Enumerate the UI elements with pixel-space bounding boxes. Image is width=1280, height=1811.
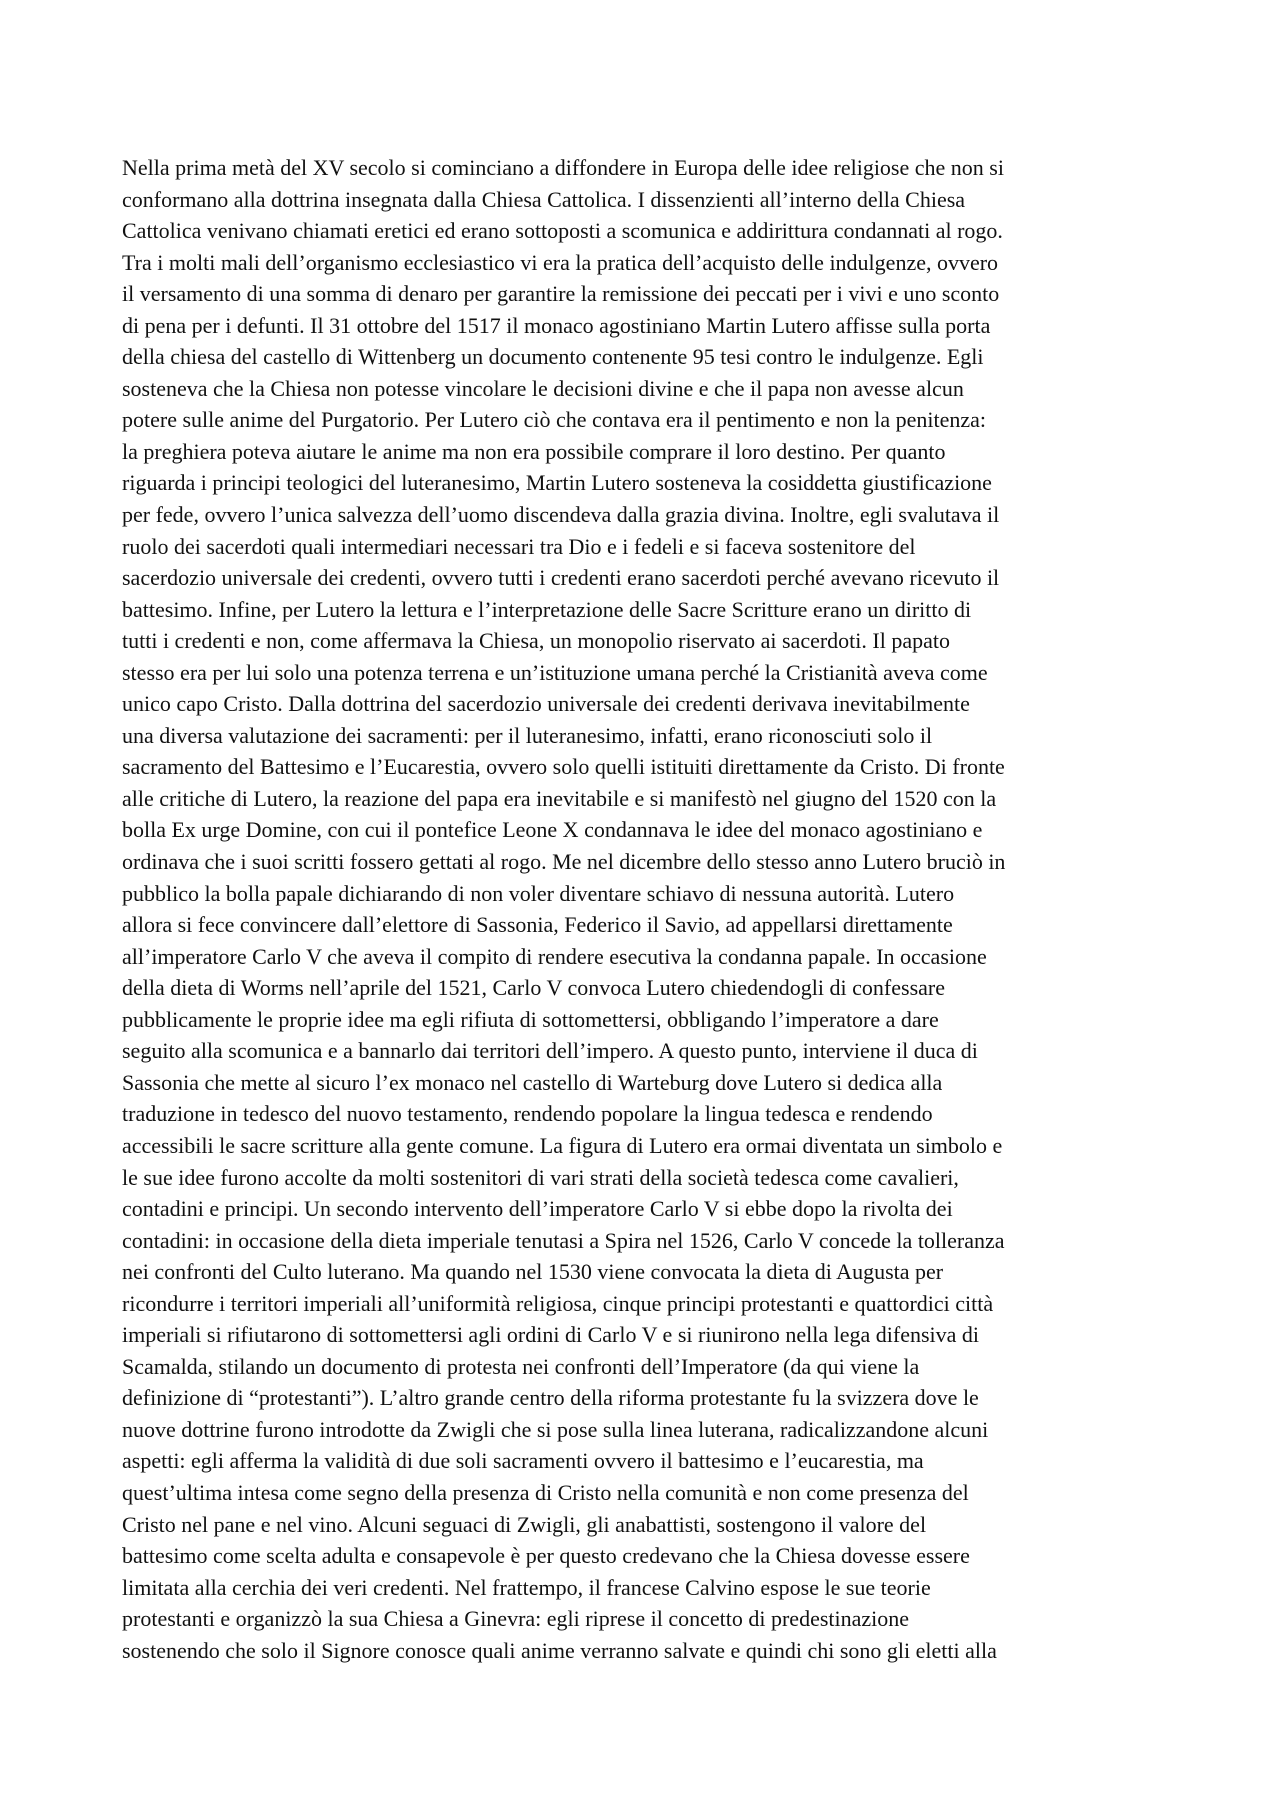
text-line: protestanti e organizzò la sua Chiesa a Ginevra: egli riprese il concetto di predestinazione bbox=[122, 1606, 910, 1632]
text-line: riguarda i principi teologici del luteranesimo, Martin Lutero sosteneva la cosiddetta giustificazione bbox=[122, 470, 992, 496]
text-line: la preghiera poteva aiutare le anime ma non era possibile comprare il loro destino. Per quanto bbox=[122, 438, 946, 464]
text-line: le sue idee furono accolte da molti sostenitori di vari strati della società tedesca come cavalieri, bbox=[122, 1164, 959, 1190]
text-line: conformano alla dottrina insegnata dalla Chiesa Cattolica. I dissenzienti all’interno della Chiesa bbox=[122, 186, 966, 212]
text-line: Tra i molti mali dell’organismo ecclesiastico vi era la pratica dell’acquisto delle indulgenze, ovvero bbox=[122, 249, 999, 275]
text-line: traduzione in tedesco del nuovo testamento, rendendo popolare la lingua tedesca e rendendo bbox=[122, 1101, 933, 1127]
text-line: sosteneva che la Chiesa non potesse vincolare le decisioni divine e che il papa non avesse alcun bbox=[122, 375, 964, 401]
text-line: della dieta di Worms nell’aprile del 1521, Carlo V convoca Lutero chiedendogli di confessare bbox=[122, 975, 945, 1001]
text-line: battesimo come scelta adulta e consapevole è per questo credevano che la Chiesa dovesse essere bbox=[122, 1543, 970, 1569]
text-line: contadini e principi. Un secondo intervento dell’imperatore Carlo V si ebbe dopo la rivolta dei bbox=[122, 1196, 953, 1222]
text-line: aspetti: egli afferma la validità di due soli sacramenti ovvero il battesimo e l’eucarestia, ma bbox=[122, 1448, 924, 1474]
text-line: il versamento di una somma di denaro per garantire la remissione dei peccati per i vivi e uno sconto bbox=[122, 281, 1000, 307]
text-line: definizione di “protestanti”). L’altro grande centro della riforma protestante fu la svizzera dove le bbox=[122, 1385, 979, 1411]
text-line: ricondurre i territori imperiali all’uniformità religiosa, cinque principi protestanti e quattordici città bbox=[122, 1290, 994, 1316]
text-line: della chiesa del castello di Wittenberg un documento contenente 95 tesi contro le indulgenze. Egli bbox=[122, 344, 984, 370]
text-line: unico capo Cristo. Dalla dottrina del sacerdozio universale dei credenti derivava inevitabilmente bbox=[122, 691, 970, 717]
text-line: nuove dottrine furono introdotte da Zwigli che si pose sulla linea luterana, radicalizzandone alcuni bbox=[122, 1416, 989, 1442]
text-line: contadini: in occasione della dieta imperiale tenutasi a Spira nel 1526, Carlo V concede la tolleranza bbox=[122, 1227, 1005, 1253]
text-line: tutti i credenti e non, come affermava la Chiesa, un monopolio riservato ai sacerdoti. Il papato bbox=[122, 628, 950, 654]
text-line: nei confronti del Culto luterano. Ma quando nel 1530 viene convocata la dieta di Augusta per bbox=[122, 1259, 944, 1285]
body-paragraph bbox=[122, 152, 1162, 1666]
text-line: quest’ultima intesa come segno della presenza di Cristo nella comunità e non come presenza del bbox=[122, 1479, 969, 1505]
text-line: potere sulle anime del Purgatorio. Per Lutero ciò che contava era il pentimento e non la penitenza: bbox=[122, 407, 987, 433]
text-line: alle critiche di Lutero, la reazione del papa era inevitabile e si manifestò nel giugno del 1520 con la bbox=[122, 785, 997, 811]
text-line: Cattolica venivano chiamati eretici ed erano sottoposti a scomunica e addirittura condannati al rogo. bbox=[122, 218, 1003, 244]
text-line: per fede, ovvero l’unica salvezza dell’uomo discendeva dalla grazia divina. Inoltre, egli svalutava il bbox=[122, 502, 1000, 528]
text-line: bolla Ex urge Domine, con cui il pontefice Leone X condannava le idee del monaco agostiniano e bbox=[122, 817, 983, 843]
text-line: di pena per i defunti. Il 31 ottobre del 1517 il monaco agostiniano Martin Lutero affisse sulla porta bbox=[122, 312, 991, 338]
text-line: sacerdozio universale dei credenti, ovvero tutti i credenti erano sacerdoti perché avevano ricevuto il bbox=[122, 565, 1000, 591]
text-line: Sassonia che mette al sicuro l’ex monaco nel castello di Warteburg dove Lutero si dedica alla bbox=[122, 1069, 943, 1095]
text-line: sacramento del Battesimo e l’Eucarestia, ovvero solo quelli istituiti direttamente da Cristo. Di fronte bbox=[122, 754, 1005, 780]
text-line: ordinava che i suoi scritti fossero gettati al rogo. Me nel dicembre dello stesso anno Lutero bruciò in bbox=[122, 849, 1006, 875]
text-line: Nella prima metà del XV secolo si cominciano a diffondere in Europa delle idee religiose che non si bbox=[122, 155, 1004, 180]
text-line: allora si fece convincere dall’elettore di Sassonia, Federico il Savio, ad appellarsi direttamente bbox=[122, 912, 953, 938]
text-line: ruolo dei sacerdoti quali intermediari necessari tra Dio e i fedeli e si faceva sostenitore del bbox=[122, 533, 916, 559]
text-line: accessibili le sacre scritture alla gente comune. La figura di Lutero era ormai diventata un simbolo e bbox=[122, 1132, 1003, 1158]
text-line: battesimo. Infine, per Lutero la lettura e l’interpretazione delle Sacre Scritture erano un diritto di bbox=[122, 596, 972, 622]
text-line: una diversa valutazione dei sacramenti: per il luteranesimo, infatti, erano riconosciuti solo il bbox=[122, 722, 933, 748]
text-line: all’imperatore Carlo V che aveva il compito di rendere esecutiva la condanna papale. In occasione bbox=[122, 943, 987, 969]
text-line: pubblico la bolla papale dichiarando di non voler diventare schiavo di nessuna autorità. Lutero bbox=[122, 880, 955, 906]
text-line: sostenendo che solo il Signore conosce quali anime verranno salvate e quindi chi sono gli eletti alla bbox=[122, 1637, 997, 1663]
text-line: Cristo nel pane e nel vino. Alcuni seguaci di Zwigli, gli anabattisti, sostengono il valore del bbox=[122, 1511, 927, 1537]
text-line: pubblicamente le proprie idee ma egli rifiuta di sottomettersi, obbligando l’imperatore a dare bbox=[122, 1006, 939, 1032]
text-line: Scamalda, stilando un documento di protesta nei confronti dell’Imperatore (da qui viene la bbox=[122, 1353, 920, 1379]
text-line: seguito alla scomunica e a bannarlo dai territori dell’impero. A questo punto, interviene il duca di bbox=[122, 1038, 978, 1064]
text-line: imperiali si rifiutarono di sottomettersi agli ordini di Carlo V e si riunirono nella lega difensiva di bbox=[122, 1322, 980, 1348]
text-line: limitata alla cerchia dei veri credenti. Nel frattempo, il francese Calvino espose le sue teorie bbox=[122, 1574, 931, 1600]
text-line: stesso era per lui solo una potenza terrena e un’istituzione umana perché la Cristianità aveva come bbox=[122, 659, 988, 685]
